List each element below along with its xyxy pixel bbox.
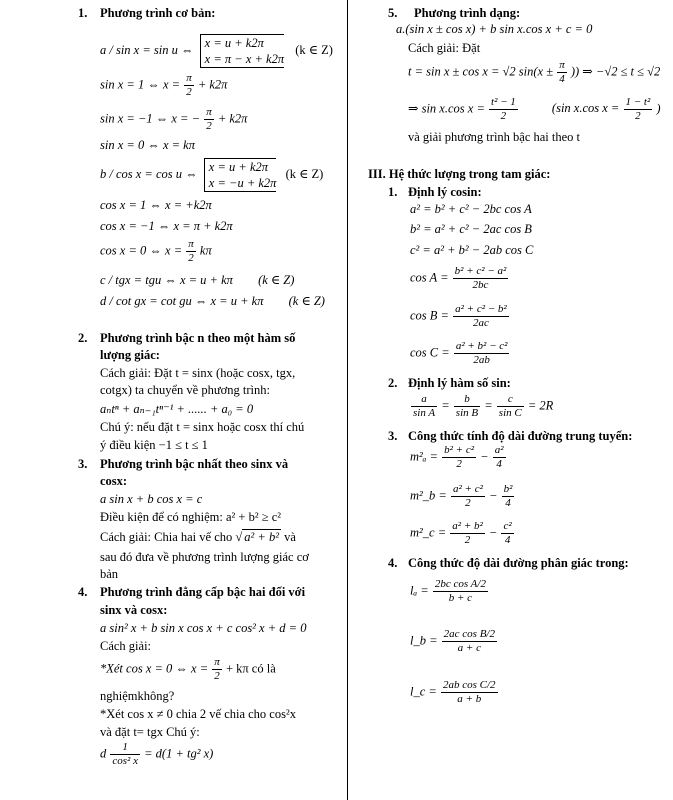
section-2-number: 2. (78, 331, 88, 345)
section-3-text-2: Cách giải: Chia hai vế cho √ a² + b² và (100, 530, 296, 544)
bisector-a: lₐ = $\frac{\text{2bc cos A/2}}{b + c}$ (410, 578, 486, 604)
section-2-text-4: ý điều kiện −1 ≤ t ≤ 1 (100, 438, 208, 452)
section-4-text-2: *Xét cos x = 0 ⇔ x = $\frac{\pi}{2}$ + kπ có là (100, 656, 276, 682)
section-5-title: Phương trình dạng: (414, 6, 521, 20)
bisector-b: l_b = $\frac{\text{2ac cos B/2}}{a + c}$ (410, 628, 495, 654)
eq-cos-0: cos x = 0 ⇔ x = $\frac{\pi}{2}$ kπ (100, 238, 212, 264)
section-2-text-2: cotgx) ta chuyển về phương trình: (100, 383, 270, 397)
cosine-number: 1. (388, 185, 398, 199)
section-3-number: 3. (78, 457, 88, 471)
cosine-line-3: c² = a² + b² − 2ab cos C (410, 243, 534, 257)
eq-sin-minus-1: sin x = −1 ⇔ x = − $\frac{\pi}{2}$ + k2π (100, 106, 248, 132)
section-2-equation: aₙtⁿ + aₙ₋₁tⁿ⁻¹ + ...... + a₀ = 0 (100, 402, 254, 416)
section-5-number: 5. (388, 6, 398, 20)
section-3-equation: a sin x + b cos x = c (100, 492, 203, 506)
section-2-title-line1: Phương trình bậc n theo một hàm số (100, 331, 296, 345)
section-4-equation: a sin² x + b sin x cos x + c cos² x + d = 0 (100, 621, 307, 635)
section-5-text-4: và giải phương trình bậc hai theo t (408, 130, 581, 144)
sine-number: 2. (388, 376, 398, 390)
eq-sin-u: a / sin x = sin u ⇔ x = u + k2π x = π − x + k2π (k ∈ Z) (100, 36, 333, 66)
median-c: m²_c = $\frac{\text{a² + b²}}{2}$ − $\frac{\text{c²}}{4}$ (410, 520, 512, 546)
cos-b-formula: cos B = $\frac{\text{a² + c² − b²}}{2ac}$ (410, 303, 507, 329)
section-1-title: Phương trình cơ bản: (100, 6, 216, 20)
median-a: m²ₐ = $\frac{\text{b² + c²}}{2}$ − $\frac{\text{a²}}{4}$ (410, 444, 504, 470)
section-4-text-4: *Xét cos x ≠ 0 chia 2 vế chia cho cos²x (100, 707, 296, 721)
eq-cos-u: b / cos x = cos u ⇔ x = u + k2π x = −u + k2π (k ∈ Z) (100, 160, 324, 190)
eq-cotg: d / cot gx = cot gu ⇔ x = u + kπ (k ∈ Z) (100, 294, 325, 308)
eq-sin-1: sin x = 1 ⇔ x = $\frac{\pi}{2}$ + k2π (100, 72, 228, 98)
cosine-line-1: a² = b² + c² − 2bc cos A (410, 202, 532, 216)
section-4-title-line1: Phương trình đẳng cấp bậc hai đối với (100, 585, 306, 599)
section-2-text-1: Cách giải: Đặt t = sinx (hoặc cosx, tgx, (100, 366, 296, 380)
median-number: 3. (388, 429, 398, 443)
section-3-text-4: bản (100, 567, 119, 581)
section-5-text-1: Cách giải: Đặt (408, 41, 481, 55)
section-3-title-line1: Phương trình bậc nhất theo sinx và (100, 457, 289, 471)
part-iii-title: III. Hệ thức lượng trong tam giác: (368, 167, 551, 181)
section-1-number: 1. (78, 6, 88, 20)
section-5-text-3: ⇒ sin x.cos x = $\frac{\text{t² − 1}}{2}$ (sin x.cos x = $\frac{\text{1 − t²}}{2}$ ) (408, 96, 661, 122)
sine-law-formula: $\frac{a}{\text{sin A}}$ = $\frac{b}{\text{sin B}}$ = $\frac{c}{\text{sin C}}$ = 2R (413, 393, 554, 419)
cosine-line-2: b² = a² + c² − 2ac cos B (410, 222, 532, 236)
eq-sin-0: sin x = 0 ⇔ x = kπ (100, 138, 195, 152)
section-4-text-3: nghiệmkhông? (100, 689, 175, 703)
cosine-title: Định lý cosin: (408, 185, 482, 199)
median-title: Công thức tính độ dài đường trung tuyến: (408, 429, 633, 443)
sine-title: Định lý hàm số sin: (408, 376, 511, 390)
median-b: m²_b = $\frac{\text{a² + c²}}{2}$ − $\frac{\text{b²}}{4}$ (410, 483, 513, 509)
section-3-title-line2: cosx: (100, 474, 128, 488)
section-4-text-1: Cách giải: (100, 639, 152, 653)
section-5-text-2: t = sin x ± cos x = √2 sin(x ± $\frac{\pi}{4}$ )) ⇒ −√2 ≤ t ≤ √2 (408, 59, 661, 85)
eq-tg: c / tgx = tgu ⇔ x = u + kπ (k ∈ Z) (100, 273, 295, 287)
eq-cos-minus-1: cos x = −1 ⇔ x = π + k2π (100, 219, 233, 233)
section-4-number: 4. (78, 585, 88, 599)
cos-c-formula: cos C = $\frac{\text{a² + b² − c²}}{2ab}$ (410, 340, 508, 366)
section-5-equation: a.(sin x ± cos x) + b sin x.cos x + c = 0 (396, 22, 593, 36)
section-2-text-3: Chú ý: nếu đặt t = sinx hoặc cosx thí chú (100, 420, 305, 434)
section-4-text-6: d $\frac{1}{\text{cos² x}}$ = d(1 + tg² x) (100, 741, 214, 767)
section-4-title-line2: sinx và cosx: (100, 603, 168, 617)
bisector-number: 4. (388, 556, 398, 570)
cos-a-formula: cos A = $\frac{\text{b² + c² − a²}}{2bc}$ (410, 265, 507, 291)
bisector-c: l_c = $\frac{\text{2ab cos C/2}}{a + b}$ (410, 679, 496, 705)
section-2-title-line2: lượng giác: (100, 348, 160, 362)
section-3-text-3: sau đó đưa về phương trình lượng giác cơ (100, 550, 309, 564)
column-divider (347, 0, 348, 800)
bisector-title: Công thức độ dài đường phân giác trong: (408, 556, 629, 570)
section-3-text-1: Điều kiện để có nghiệm: a² + b² ≥ c² (100, 510, 282, 524)
section-4-text-5: và đặt t= tgx Chú ý: (100, 725, 200, 739)
eq-cos-1: cos x = 1 ⇔ x = +k2π (100, 198, 212, 212)
